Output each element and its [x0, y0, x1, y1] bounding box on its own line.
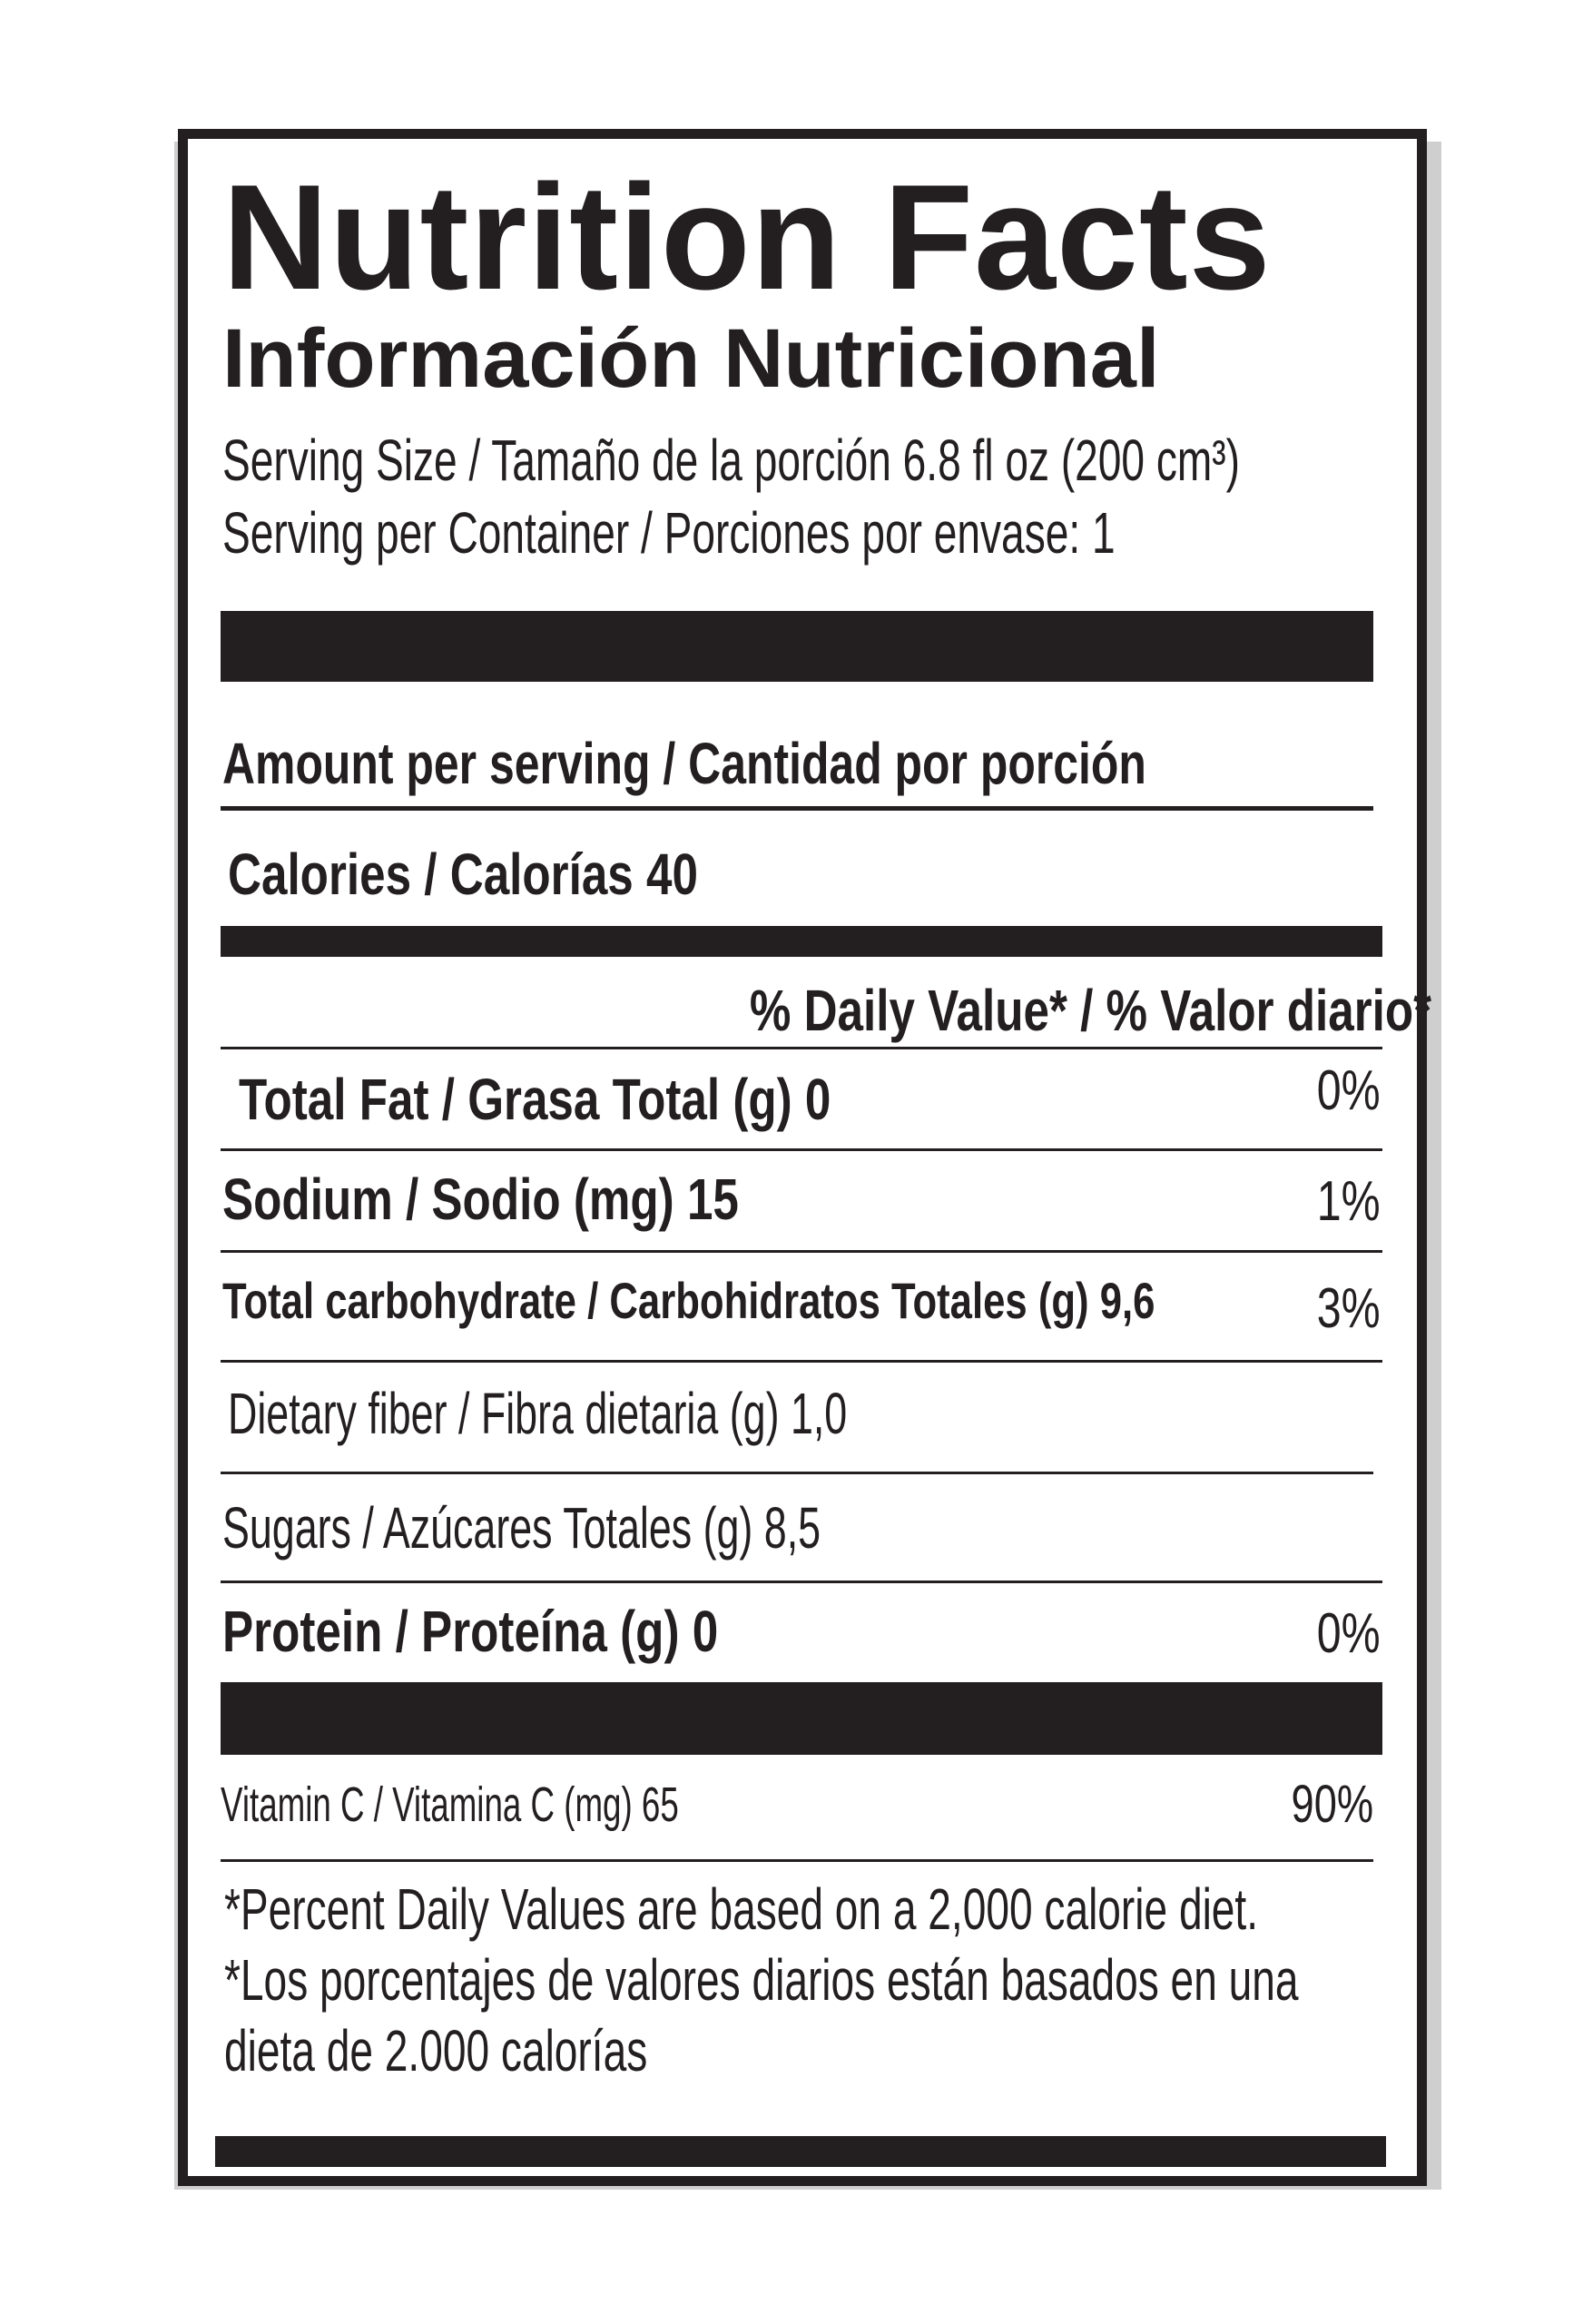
calories-row: [228, 842, 815, 907]
divider-row: [221, 1472, 1373, 1474]
nutrient-percent-text: 0%: [1317, 1602, 1381, 1665]
footnote-text: *Percent Daily Values are based on a 2,000 calorie diet.: [224, 1876, 1259, 1942]
nutrient-percent-text: 0%: [1317, 1059, 1381, 1122]
nutrient-label: Sugars / Azúcares Totales (g) 8,5: [222, 1495, 821, 1561]
thick-divider-bottom: [215, 2136, 1386, 2167]
nutrient-percent: [1299, 1059, 1381, 1122]
nutrient-row-dietary-fiber: [228, 1381, 1113, 1446]
daily-value-header: [579, 978, 1431, 1043]
thick-divider-calories: [221, 926, 1382, 957]
nutrient-row-total-carbohydrate: [222, 1272, 1418, 1329]
nutrient-label: Total carbohydrate / Carbohidratos Totales (g) 9,6: [222, 1272, 1155, 1329]
divider-amount: [221, 806, 1373, 811]
nutrient-row-protein: [222, 1599, 842, 1664]
calories-text: Calories / Calorías 40: [228, 842, 698, 907]
nutrient-percent: [1299, 1277, 1381, 1340]
nutrient-label: Sodium / Sodio (mg) 15: [222, 1167, 739, 1232]
vitamin-row: [221, 1777, 894, 1832]
vitamin-percent-text: 90%: [1291, 1775, 1373, 1834]
nutrient-percent-text: 3%: [1317, 1277, 1381, 1340]
nutrient-percent-text: 1%: [1317, 1170, 1381, 1233]
label-subtitle: [222, 312, 1160, 405]
divider-row: [221, 1360, 1382, 1363]
nutrient-label: Total Fat / Grasa Total (g) 0: [239, 1067, 831, 1132]
label-title-text: Nutrition Facts: [222, 153, 1272, 320]
label-title: [222, 153, 1293, 320]
footnote-line: [224, 1947, 1583, 2013]
divider-row: [221, 1581, 1382, 1583]
divider-dv: [221, 1047, 1382, 1049]
vitamin-label: Vitamin C / Vitamina C (mg) 65: [221, 1777, 679, 1832]
footnote-line: [224, 2018, 812, 2083]
thick-divider-vitamins: [221, 1682, 1382, 1755]
nutrient-percent: [1299, 1602, 1381, 1665]
footnote-text: dieta de 2.000 calorías: [224, 2018, 648, 2083]
serving-size: [222, 428, 1583, 493]
footnote-text: *Los porcentajes de valores diarios están basados en una: [224, 1947, 1299, 2013]
servings-per-container: [222, 500, 1462, 566]
label-subtitle-text: Información Nutricional: [222, 312, 1160, 405]
thick-divider-top: [221, 611, 1373, 682]
divider-footnote: [221, 1859, 1373, 1862]
nutrient-row-sugars: [222, 1495, 1077, 1561]
amount-per-serving-text: Amount per serving / Cantidad por porción: [222, 731, 1146, 796]
nutrient-row-total-fat: [239, 1067, 979, 1132]
nutrition-facts-label: [178, 129, 1431, 2186]
nutrient-row-sodium: [222, 1167, 868, 1232]
servings-per-container-text: Serving per Container / Porciones por envase: 1: [222, 500, 1116, 566]
nutrient-label: Dietary fiber / Fibra dietaria (g) 1,0: [228, 1381, 848, 1446]
nutrient-label: Protein / Proteína (g) 0: [222, 1599, 719, 1664]
amount-per-serving: [222, 731, 1407, 796]
nutrient-percent: [1299, 1170, 1381, 1233]
divider-row: [221, 1148, 1382, 1151]
divider-row: [221, 1250, 1382, 1253]
vitamin-percent: [1268, 1775, 1373, 1834]
serving-size-text: Serving Size / Tamaño de la porción 6.8 fl oz (200 cm³): [222, 428, 1240, 493]
footnote-line: [224, 1876, 1583, 1942]
daily-value-header-text: % Daily Value* / % Valor diario*: [749, 978, 1431, 1043]
